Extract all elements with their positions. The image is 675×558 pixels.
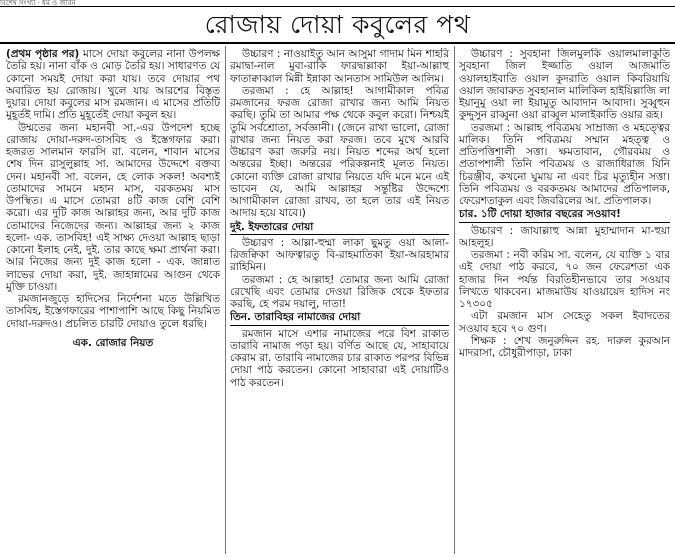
header-rule [0,6,675,7]
headline: রোজায় দোয়া কবুলের পথ [204,10,471,39]
subheading-thousand-years: চার. ১টি দোয়া হাজার বছরের সওয়াব! [459,208,670,222]
paragraph: রমজানজুড়ে হাদিসের নির্দেশনা মতে উল্লিখিত তাসবিহ, ইস্তেগফারের পাশাপাশি আছে কিছু নিয়মিত দোয়া-দরুদও। প্রচলিত চারটি দোয়াও তুলে ধরছি। [6,293,220,330]
paragraph: তরজমা : নবী করিম সা. বলেন, যে ব্যক্তি ১ বার এই দোয়া পাঠ করবে, ৭০ জন ফেরেশতা এক হাজার দিন পর্যন্ত বিরতিহীনভাবে তার সওয়াব লিখতে থাকবেন। মাজমাউয যাওয়ায়েদ হাদিস নং ১৭৩০৫ [459,249,670,310]
column-divider-2 [454,46,455,554]
column-divider-1 [225,46,226,554]
paragraph: রমজান মাসে এশার নামাজের পরে বিশ রাকাত তারাবি নামাজ পড়া হয়। বর্ণিত আছে যে, সাহাবায়ে কেরাম রা. তারাবি নামাজের চার রাকাত পরপর বিভিন্ন দোয়া পাঠ করতেন। কোনো সাহাবারা এই দোয়াটিও পাঠ করতেন। [230,327,449,389]
lead-paragraph [6,48,220,122]
continuation-label: (প্রথম পৃষ্ঠার পর) [6,48,80,60]
subheading-niyat: এক. রোজার নিয়ত [72,336,154,349]
lead-text: মাসে দোয়া কবুলের নানা উপলক্ষ তৈরি হয়। নানা বাঁক ও মোড় তৈরি হয়। সাধারণত যে কোনো সময়ই দোয়া করা যায়। তবে দোয়ার পথ অবারিত হয় রোজায়। খুলে যায় আরশের বিস্তৃত দুয়ার। দোয়া কবুলের মাস রমজান। এ মাসের প্রতিটি মুহূর্তই দামি। প্রতি মুহূর্তেই দোয়া কবুল হয়। [6,48,220,122]
subheading-tarabih: তিন. তারাবিহর নামাজের দোয়া [230,311,449,325]
paragraph: এটা রমজান মাস সেহেতু সকল ইবাদতের সওয়াব হবে ৭০ গুণ। [459,310,670,335]
paragraph: তরজমা : হে আল্লাহ! তোমার জন্য আমি রোজা রেখেছি এবং তোমার দেওয়া রিজিক থেকে ইফতার করছি, হে পরম দয়ালু, দাতা! [230,273,449,310]
paragraph: উচ্চারণ : সুবহানা জিলমুলকি ওয়ালমালাকুতি সুবহানা জিল ইজ্জাতি ওয়াল আজমাতি ওয়ালহাইবাতি ওয়াল কুদরাতি ওয়াল কিবরিয়ায়ি ওয়াল জাবারুত সুবহানাল মালিকিল হাইয়িল্লাজি লা ইয়ানুমু ওয়া লা ইয়ামুতু আবাদান আবাদা। সুব্বুহুন কুদ্দুসুন রাব্বুনা ওয়া রাব্বুল মালাইকাতি ওয়ার রূহ। [459,48,670,122]
paragraph: উচ্চারণ : আল্লা-হুম্মা লাকা ছুমতু ওয়া আলা-রিজক্বিকা আফত্বারতু বি-রাহমাতিকা ইয়া-আরহামার রাহিমিন। [230,236,449,274]
paragraph: তরজমা : আল্লাহ পবিত্রময় সাম্রাজ্য ও মহত্ত্বের মালিক। তিনি পবিত্রময় সম্মান মহত্ত্ব ও প্রতিপত্তিশালী সত্তা। ক্ষমতাবান, গৌরবময় ও প্রতাপশালী তিনি পবিত্রময় ও রাজাধিরাজ যিনি চিরঞ্জীব, কখনো ঘুমায় না এবং চির মৃত্যুহীন সত্তা। তিনি পবিত্রময় ও বরকতময় আমাদের প্রতিপালক, ফেরেশতাকুল এবং জিবরিলের আ. প্রতিপালক। [459,121,670,207]
spacer [6,330,220,336]
author-credit: শিক্ষক : শেখ জনুরুদ্দিন রহ. দারুল কুরআন মাদরাসা, চৌধুরীপাড়া, ঢাকা [459,334,670,359]
paragraph: উম্মতের জন্য মহানবী সা.-এর উপদেশ হচ্ছে রোজায় দোয়া-দরুদ-তাসবিহ ও ইস্তেগফার করা। হজরত সালমান ফারসি রা. বলেন, শাবান মাসের শেষ দিন রাসুলুল্লাহ সা. আমাদের উদ্দেশে বক্তব্য দেন। মহানবী সা. বলেন, হে লোক সকল! অবশ্যই তোমাদের সামনে মহান মাস, বরকতময় মাস উপস্থিত। এ মাসে তোমরা ৪টি কাজ বেশি বেশি করো। এর দুটি কাজ আল্লাহর জন্য, আর দুটি কাজ তোমাদের নিজেদের জন্য। আল্লাহর জন্য ২ কাজ হলো- এক. তাসবিহ! এই সাক্ষ্য দেওয়া আল্লাহ ছাড়া কোনো ইলাহ নেই, দুই. তার কাছে ক্ষমা প্রার্থনা করা। আর নিজের জন্য দুই কাজ হলো - এক. জান্নাত লাভের দোয়া করা, দুই. জাহান্নামের আগুন থেকে মুক্তি চাওয়া। [6,121,220,293]
column-3 [459,48,670,556]
top-strip: বিশেষ সংখ্যা · ধর্ম ও জীবন [0,0,76,6]
column-2 [230,48,449,556]
paragraph: তরজমা : হে আল্লাহ! আগামীকাল পবিত্র রমজানের ফরজ রোজা রাখার জন্য আমি নিয়ত করছি। তুমি তা আমার পক্ষ থেকে কবুল করো। নিশ্চয়ই তুমি সর্বশ্রোতা, সর্বজ্ঞানী। (জেনে রাখা ভালো, রোজা রাখার জন্য নিয়ত করা ফরজ। তবে মুখে আরবি উচ্চারণ করা জরুরি নয়। নিয়ত শব্দের অর্থ হলো অন্তরের ইচ্ছা। অন্তরের পরিকল্পনাই মূলত নিয়ত। কোনো ব্যক্তি রোজা রাখার নিয়তে যদি মনে মনে এই ভাবেন যে, আমি আল্লাহর সন্তুষ্টির উদ্দেশ্যে আগামীকাল রোজা রাখব, তা হলে তার এই নিয়ত আদায় হয়ে যাবে।) [230,84,449,220]
headline-divider [0,42,675,44]
paragraph: উচ্চারণ : জাযাল্লাহু আন্না মুহাম্মাদান মা-হুয়া আহলুহ। [459,224,670,249]
column-1 [6,48,220,556]
paragraph: উচ্চারণ : নাওয়াইতু আন আসুমা গাদাম মিন শাহরি রমাদ্বা-নাল মুবা-রাকি ফারদ্বাল্লাকা ইয়া-আল্লাহু ফাতাক্বাব্বাল মিন্নী ইন্নাকা আনতাস সামিউল আলিম। [230,48,449,85]
subheading-iftar: দুই. ইফতারের দোয়া [230,221,449,235]
